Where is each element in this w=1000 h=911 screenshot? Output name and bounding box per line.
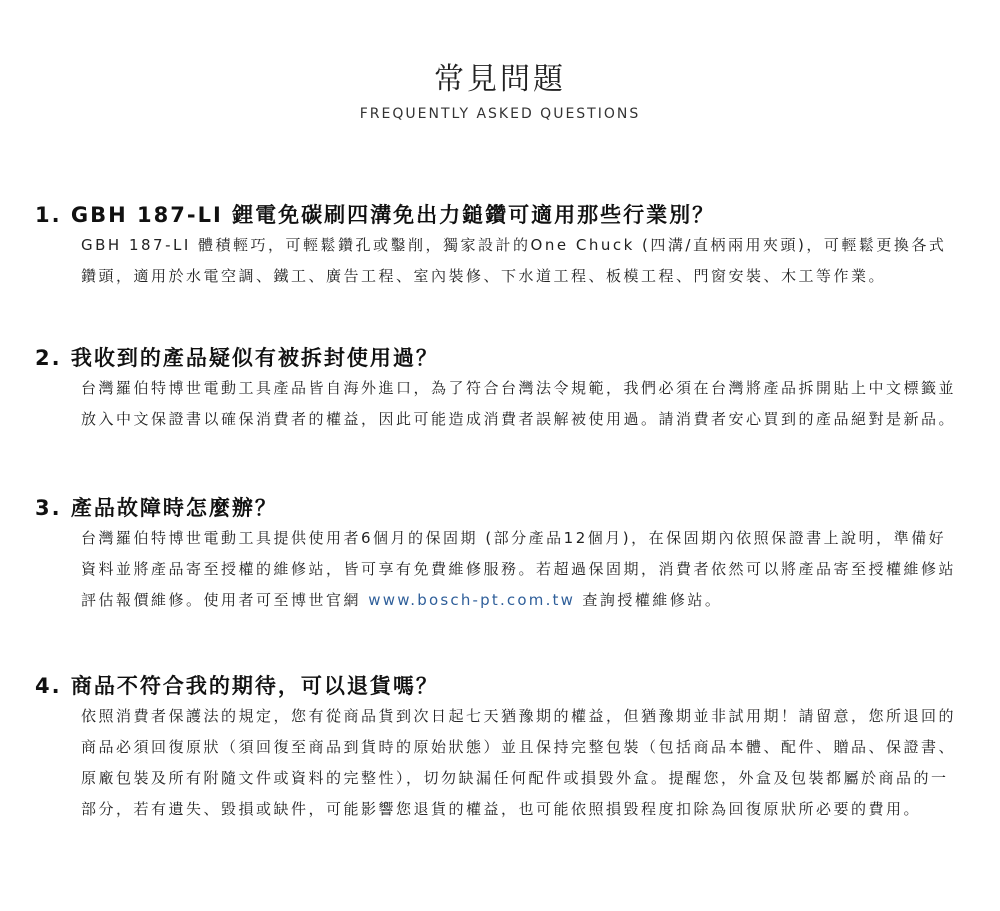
page-subtitle: FREQUENTLY ASKED QUESTIONS [359,106,641,122]
faq-answer-3 [0,523,961,616]
faq-question-3: 3. 產品故障時怎麼辦？ [35,496,278,520]
faq-answer-4: 依照消費者保護法的規定，您有從商品貨到次日起七天猶豫期的權益，但猶豫期並非試用期！請留意，您所退回的商品必須回復原狀（須回復至商品到貨時的原始狀態）並且保持完整包裝（包括商品本體、配件、贈品、保證書、原廠包裝及所有附隨文件或資料的完整性），切勿缺漏任何配件或損毀外盒。提醒您，外盒及包裝都屬於商品的一部分，若有遺失、毀損或缺件，可能影響您退貨的權益，也可能依照損毀程度扣除為回復原狀所必要的費用。 [81,707,957,818]
faq-answer-2: 台灣羅伯特博世電動工具產品皆自海外進口，為了符合台灣法令規範，我們必須在台灣將產品拆開貼上中文標籤並放入中文保證書以確保消費者的權益，因此可能造成消費者誤解被使用過。請消費者安心買到的產品絕對是新品。 [81,379,957,428]
page-header [0,60,1000,124]
faq-question-4: 4. 商品不符合我的期待，可以退貨嗎？ [35,674,439,698]
page-title: 常見問題 [434,62,566,97]
faq-item-3 [0,493,1000,616]
faq-item-4 [0,671,1000,825]
faq-answer-1: GBH 187-LI 體積輕巧，可輕鬆鑽孔或鑿削，獨家設計的One Chuck (四溝/直柄兩用夾頭)，可輕鬆更換各式鑽頭，適用於水電空調、鐵工、廣告工程、室內裝修、下水道工程、板模工程、門窗安裝、木工等作業。 [81,236,947,285]
bosch-website-link[interactable]: www.bosch-pt.com.tw [368,591,576,609]
faq-answer-3-text-before: 台灣羅伯特博世電動工具提供使用者6個月的保固期 (部分產品12個月)，在保固期內依照保證書上說明，準備好資料並將產品寄至授權的維修站，皆可享有免費維修服務。若超過保固期，消費者依然可以將產品寄至授權維修站評估報價維修。使用者可至博世官網 [81,529,957,609]
faq-item-1 [0,200,1000,292]
faq-question-2: 2. 我收到的產品疑似有被拆封使用過？ [35,346,439,370]
faq-answer-3-text-after: 查詢授權維修站。 [575,591,723,609]
faq-question-1: 1. GBH 187-LI 鋰電免碳刷四溝免出力鎚鑽可適用那些行業別？ [35,203,716,227]
faq-item-2 [0,343,1000,435]
